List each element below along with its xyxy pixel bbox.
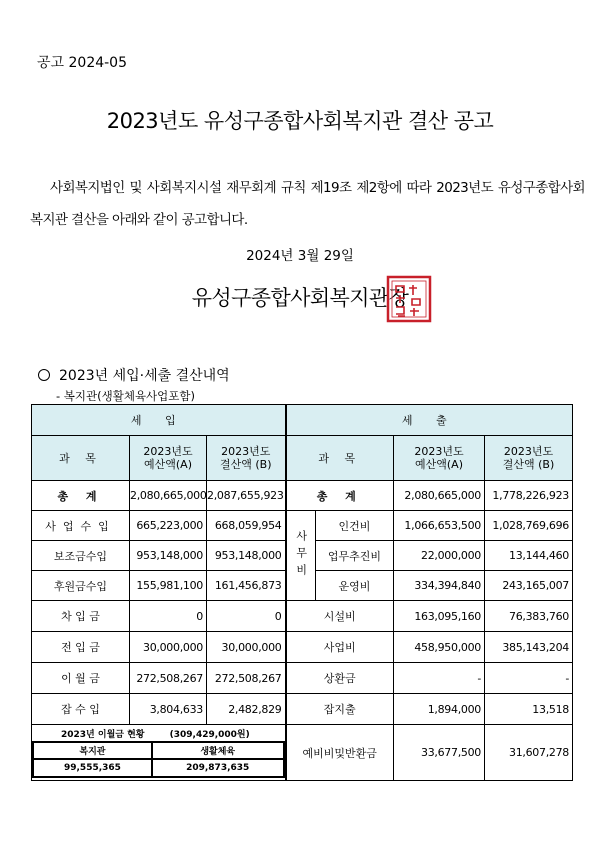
revenue-budget: 0 bbox=[130, 601, 207, 632]
carryover-col-welfare: 복지관 bbox=[33, 742, 152, 759]
expense-item: 상환금 bbox=[286, 663, 394, 694]
expense-item: 업무추진비 bbox=[316, 541, 394, 571]
revenue-budget: 155,981,100 bbox=[130, 571, 207, 601]
expense-item: 운영비 bbox=[316, 571, 394, 601]
expense-settle-header: 2023년도 결산액 (B) bbox=[485, 436, 573, 481]
revenue-item: 잡 수 입 bbox=[32, 694, 130, 725]
carryover-col-sports: 생활체육 bbox=[152, 742, 284, 759]
document-title: 2023년도 유성구종합사회복지관 결산 공고 bbox=[106, 109, 494, 133]
official-seal-icon bbox=[386, 275, 432, 323]
settlement-table bbox=[31, 404, 573, 781]
revenue-settle: 272,508,267 bbox=[207, 663, 286, 694]
expense-budget: 1,066,653,500 bbox=[394, 511, 485, 541]
expense-item: 사업비 bbox=[286, 632, 394, 663]
carryover-total: (309,429,000원) bbox=[169, 729, 250, 740]
office-expense-group-label: 사무비 bbox=[286, 511, 316, 601]
expense-settle: 385,143,204 bbox=[485, 632, 573, 663]
subsection-label: - 복지관(생활체육사업포함) bbox=[56, 389, 195, 403]
expense-header: 세 출 bbox=[286, 405, 573, 436]
revenue-budget-header: 2023년도 예산액(A) bbox=[130, 436, 207, 481]
expense-settle: 31,607,278 bbox=[485, 725, 573, 781]
expense-item: 잡지출 bbox=[286, 694, 394, 725]
revenue-total-budget: 2,080,665,000 bbox=[130, 481, 207, 511]
expense-item: 인건비 bbox=[316, 511, 394, 541]
expense-item: 시설비 bbox=[286, 601, 394, 632]
carryover-table bbox=[32, 725, 285, 778]
revenue-settle: 2,482,829 bbox=[207, 694, 286, 725]
carryover-cell bbox=[32, 725, 286, 781]
revenue-total-label: 총 계 bbox=[32, 481, 130, 511]
revenue-settle: 668,059,954 bbox=[207, 511, 286, 541]
expense-budget: 163,095,160 bbox=[394, 601, 485, 632]
revenue-settle-header: 2023년도 결산액 (B) bbox=[207, 436, 286, 481]
expense-budget: 22,000,000 bbox=[394, 541, 485, 571]
revenue-settle: 30,000,000 bbox=[207, 632, 286, 663]
expense-total-settle: 1,778,226,923 bbox=[485, 481, 573, 511]
expense-settle: 13,144,460 bbox=[485, 541, 573, 571]
revenue-item: 후원금수입 bbox=[32, 571, 130, 601]
revenue-total-settle: 2,087,655,923 bbox=[207, 481, 286, 511]
organization-signature: 유성구종합사회복지관장 bbox=[191, 286, 409, 310]
expense-settle: 13,518 bbox=[485, 694, 573, 725]
expense-settle: 243,165,007 bbox=[485, 571, 573, 601]
expense-settle: 1,028,769,696 bbox=[485, 511, 573, 541]
expense-budget: 1,894,000 bbox=[394, 694, 485, 725]
revenue-header: 세 입 bbox=[32, 405, 286, 436]
expense-budget-header: 2023년도 예산액(A) bbox=[394, 436, 485, 481]
revenue-settle: 0 bbox=[207, 601, 286, 632]
revenue-budget: 3,804,633 bbox=[130, 694, 207, 725]
revenue-item: 보조금수입 bbox=[32, 541, 130, 571]
circle-bullet-icon bbox=[38, 369, 50, 381]
expense-item-header: 과 목 bbox=[286, 436, 394, 481]
expense-item: 예비비및반환금 bbox=[286, 725, 394, 781]
revenue-item-header: 과 목 bbox=[32, 436, 130, 481]
revenue-settle: 953,148,000 bbox=[207, 541, 286, 571]
section-title: 2023년 세입·세출 결산내역 bbox=[59, 368, 230, 384]
revenue-budget: 272,508,267 bbox=[130, 663, 207, 694]
revenue-budget: 953,148,000 bbox=[130, 541, 207, 571]
notice-number: 공고 2024-05 bbox=[37, 55, 127, 71]
revenue-settle: 161,456,873 bbox=[207, 571, 286, 601]
expense-settle: - bbox=[485, 663, 573, 694]
revenue-budget: 665,223,000 bbox=[130, 511, 207, 541]
revenue-item: 차 입 금 bbox=[32, 601, 130, 632]
carryover-sports-value: 209,873,635 bbox=[152, 759, 284, 777]
carryover-title-row bbox=[33, 725, 284, 742]
announcement-body: 사회복지법인 및 사회복지시설 재무회계 규칙 제19조 제2항에 따라 2023년도 유성구종합사회복지관 결산을 아래와 같이 공고합니다. bbox=[30, 180, 585, 228]
expense-budget: - bbox=[394, 663, 485, 694]
revenue-item: 이 월 금 bbox=[32, 663, 130, 694]
expense-budget: 458,950,000 bbox=[394, 632, 485, 663]
expense-settle: 76,383,760 bbox=[485, 601, 573, 632]
expense-total-label: 총 계 bbox=[286, 481, 394, 511]
expense-budget: 33,677,500 bbox=[394, 725, 485, 781]
expense-budget: 334,394,840 bbox=[394, 571, 485, 601]
carryover-welfare-value: 99,555,365 bbox=[33, 759, 152, 777]
carryover-title: 2023년 이월금 현황 bbox=[61, 729, 145, 740]
revenue-budget: 30,000,000 bbox=[130, 632, 207, 663]
announcement-date: 2024년 3월 29일 bbox=[246, 248, 354, 264]
section-heading bbox=[38, 365, 230, 385]
expense-total-budget: 2,080,665,000 bbox=[394, 481, 485, 511]
revenue-item: 전 입 금 bbox=[32, 632, 130, 663]
revenue-item: 사업수입 bbox=[32, 511, 130, 541]
